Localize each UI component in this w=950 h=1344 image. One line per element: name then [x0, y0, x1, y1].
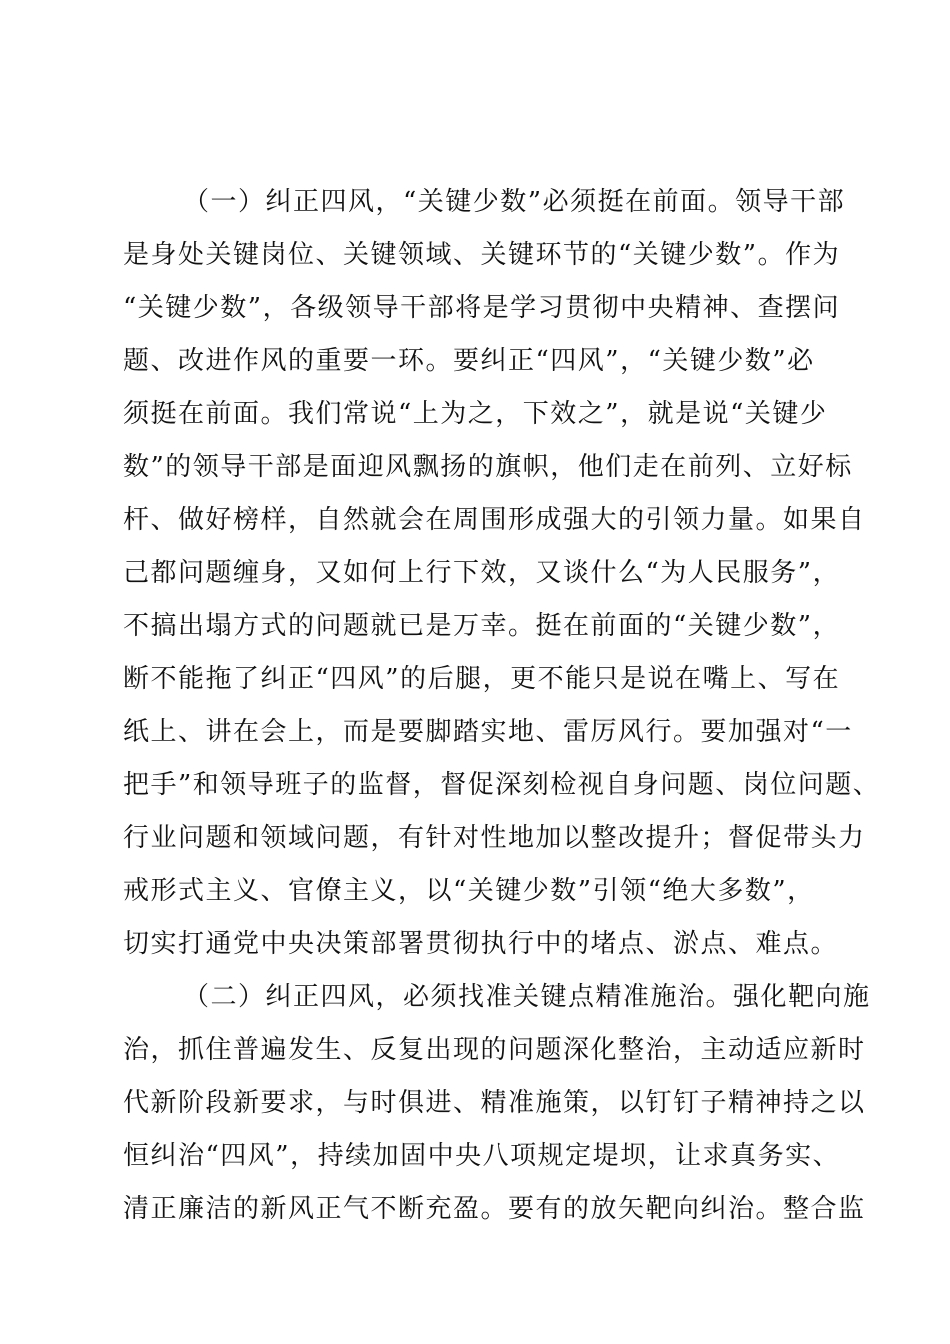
paragraph-1-line-7: 杆、做好榜样，自然就会在周围形成强大的引领力量。如果自 — [123, 505, 866, 535]
paragraph-1-line-14: 戒形式主义、官僚主义，以“关键少数”引领“绝大多数”， — [123, 876, 815, 906]
paragraph-1-line-5: 须挺在前面。我们常说“上为之，下效之”，就是说“关键少 — [123, 399, 828, 429]
paragraph-1-line-9: 不搞出塌方式的问题就已是万幸。挺在前面的“关键少数”， — [123, 611, 841, 641]
paragraph-1-line-12: 把手”和领导班子的监督，督促深刻检视自身问题、岗位问题、 — [123, 770, 881, 800]
paragraph-1-line-6: 数”的领导干部是面迎风飘扬的旗帜，他们走在前列、立好标 — [123, 452, 853, 482]
paragraph-1-line-8: 己都问题缠身，又如何上行下效，又谈什么“为人民服务”， — [123, 558, 841, 588]
paragraph-2-line-2: 治，抓住普遍发生、反复出现的问题深化整治，主动适应新时 — [123, 1035, 866, 1065]
paragraph-1-line-10: 断不能拖了纠正“四风”的后腿，更不能只是说在嘴上、写在 — [123, 664, 841, 694]
paragraph-1-line-4: 题、改进作风的重要一环。要纠正“四风”，“关键少数”必 — [123, 346, 815, 376]
paragraph-1-line-13: 行业问题和领域问题，有针对性地加以整改提升；督促带头力 — [123, 823, 866, 853]
paragraph-2-line-5: 清正廉洁的新风正气不断充盈。要有的放矢靶向纠治。整合监 — [123, 1194, 866, 1224]
paragraph-1-line-1: （一）纠正四风，“关键少数”必须挺在前面。领导干部 — [183, 187, 846, 217]
paragraph-1-line-2: 是身处关键岗位、关键领域、关键环节的“关键少数”。作为 — [123, 240, 841, 270]
paragraph-2-line-4: 恒纠治“四风”，持续加固中央八项规定堤坝，让求真务实、 — [123, 1141, 841, 1171]
paragraph-2-line-3: 代新阶段新要求，与时俱进、精准施策，以钉钉子精神持之以 — [123, 1088, 866, 1118]
paragraph-1-line-15: 切实打通党中央决策部署贯彻执行中的堵点、淤点、难点。 — [123, 929, 839, 959]
paragraph-1-line-11: 纸上、讲在会上，而是要脚踏实地、雷厉风行。要加强对“一 — [123, 717, 853, 747]
paragraph-2-line-1: （二）纠正四风，必须找准关键点精准施治。强化靶向施 — [183, 982, 871, 1012]
paragraph-1-line-3: “关键少数”，各级领导干部将是学习贯彻中央精神、查摆问 — [123, 293, 841, 323]
